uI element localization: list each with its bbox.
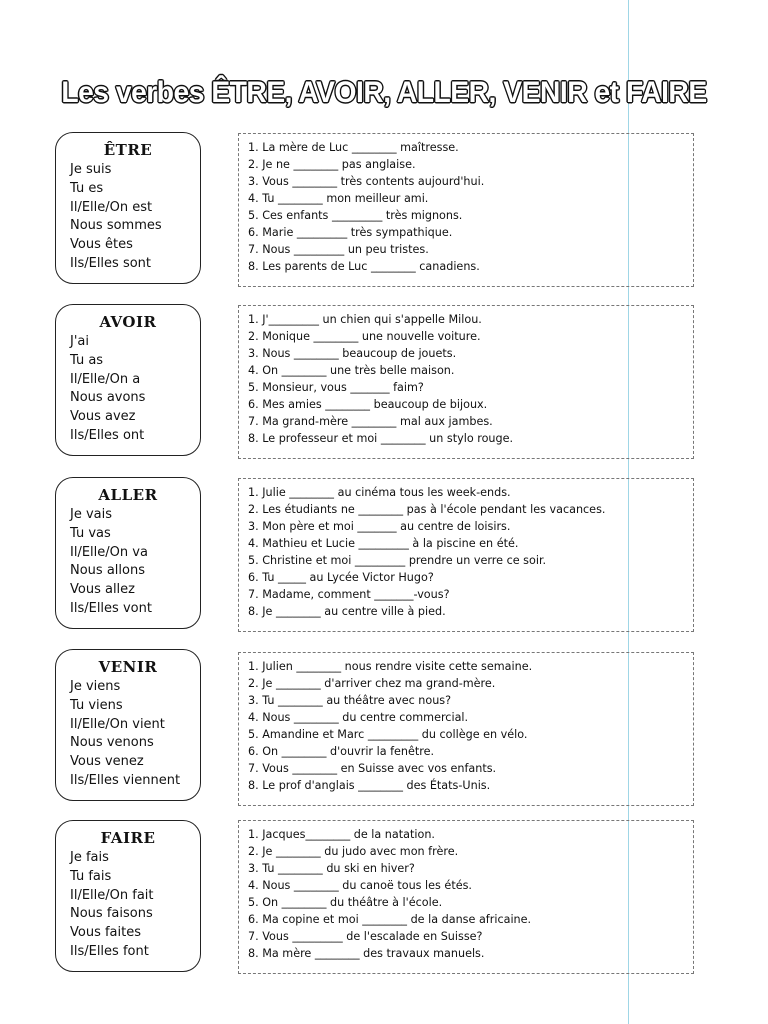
exercise-sentence: 3. Mon père et moi _______ au centre de loisirs.: [248, 520, 511, 533]
exercise-sentence: 1. Jacques________ de la natation.: [248, 828, 435, 841]
exercise-sentence: 1. Julie ________ au cinéma tous les week-ends.: [248, 486, 511, 499]
exercise-sentence: 2. Je ne ________ pas anglaise.: [248, 158, 416, 171]
exercise-sentence: 5. Amandine et Marc _________ du collège en vélo.: [248, 728, 528, 741]
exercise-sentence: 2. Je ________ du judo avec mon frère.: [248, 845, 459, 858]
conjugation-line: Je fais: [70, 850, 109, 865]
exercise-sentence: 7. Madame, comment _______-vous?: [248, 588, 450, 601]
conjugation-line: Vous venez: [70, 754, 144, 770]
conjugation-line: Tu es: [70, 180, 104, 196]
exercise-sentence: 7. Vous ________ en Suisse avec vos enfants.: [248, 762, 497, 775]
exercise-sentence: 6. Mes amies ________ beaucoup de bijoux.: [248, 398, 488, 411]
exercise-sentence: 1. La mère de Luc ________ maîtresse.: [248, 141, 459, 154]
exercise-sentence: 6. Marie _________ très sympathique.: [248, 226, 453, 239]
conjugation-line: Il/Elle/On est: [70, 199, 153, 215]
conjugation-line: Je viens: [70, 679, 121, 694]
exercise-sentence: 3. Tu ________ du ski en hiver?: [248, 862, 415, 875]
conjugation-line: Il/Elle/On va: [70, 544, 148, 560]
exercise-sentence: 4. Mathieu et Lucie _________ à la piscine en été.: [248, 537, 519, 550]
verb-title: AVOIR: [99, 313, 157, 331]
conjugation-line: Ils/Elles sont: [70, 255, 152, 271]
conjugation-box-avoir: [55, 304, 201, 456]
verb-title: VENIR: [98, 658, 158, 676]
exercise-sentence: 7. Vous _________ de l'escalade en Suisse?: [248, 930, 483, 943]
conjugation-line: Vous allez: [70, 582, 135, 598]
exercise-sentence: 6. Ma copine et moi ________ de la danse africaine.: [248, 913, 532, 926]
conjugation-line: Tu viens: [70, 697, 123, 713]
exercise-sentence: 8. Le prof d'anglais ________ des États-Unis.: [248, 779, 491, 792]
conjugation-box-venir: [55, 649, 201, 801]
exercise-sentence: 6. On ________ d'ouvrir la fenêtre.: [248, 745, 435, 758]
exercise-sentence: 7. Ma grand-mère ________ mal aux jambes.: [248, 415, 493, 428]
exercise-sentence: 2. Monique ________ une nouvelle voiture.: [248, 330, 481, 343]
exercise-sentence: 4. On ________ une très belle maison.: [248, 364, 455, 377]
conjugation-line: Tu as: [70, 352, 104, 368]
exercise-sentence: 2. Les étudiants ne ________ pas à l'école pendant les vacances.: [248, 503, 606, 516]
exercise-sentence: 8. Le professeur et moi ________ un stylo rouge.: [248, 432, 514, 445]
exercise-sentence: 6. Tu _____ au Lycée Victor Hugo?: [248, 571, 434, 584]
exercise-sentence: 4. Nous ________ du canoë tous les étés.: [248, 879, 472, 892]
conjugation-line: Je suis: [70, 162, 112, 177]
page-title: Les verbes ÊTRE, AVOIR, ALLER, VENIR et FAIRE: [61, 76, 707, 109]
conjugation-line: Vous faites: [70, 925, 142, 941]
exercise-sentence: 3. Nous ________ beaucoup de jouets.: [248, 347, 457, 360]
verb-title: ÊTRE: [103, 141, 153, 159]
exercise-box-venir: [238, 652, 694, 806]
conjugation-line: Ils/Elles vont: [70, 600, 152, 616]
conjugation-line: Vous êtes: [70, 237, 133, 253]
conjugation-line: Il/Elle/On vient: [70, 716, 165, 732]
conjugation-line: Nous avons: [70, 390, 146, 406]
exercise-sentence: 3. Vous ________ très contents aujourd'hui.: [248, 175, 485, 188]
conjugation-box-etre: [55, 132, 201, 284]
exercise-sentence: 8. Les parents de Luc ________ canadiens.: [248, 260, 480, 273]
conjugation-line: Nous faisons: [70, 906, 153, 922]
conjugation-line: Ils/Elles ont: [70, 427, 145, 443]
conjugation-line: Vous avez: [70, 409, 136, 425]
conjugation-line: Ils/Elles viennent: [70, 772, 181, 788]
exercise-sentence: 4. Nous ________ du centre commercial.: [248, 711, 469, 724]
exercise-sentence: 2. Je ________ d'arriver chez ma grand-mère.: [248, 677, 496, 690]
exercise-sentence: 5. Monsieur, vous _______ faim?: [248, 381, 424, 394]
conjugation-line: Tu vas: [70, 525, 111, 541]
exercise-sentence: 5. Ces enfants _________ très mignons.: [248, 209, 463, 222]
exercise-box-avoir: [238, 305, 694, 459]
exercise-sentence: 8. Ma mère ________ des travaux manuels.: [248, 947, 485, 960]
exercise-sentence: 1. J'_________ un chien qui s'appelle Milou.: [248, 313, 482, 326]
verb-title: ALLER: [98, 486, 158, 504]
conjugation-line: Il/Elle/On fait: [70, 887, 154, 903]
exercise-sentence: 5. Christine et moi _________ prendre un verre ce soir.: [248, 554, 547, 567]
exercise-box-aller: [238, 478, 694, 632]
exercise-sentence: 1. Julien ________ nous rendre visite cette semaine.: [248, 660, 533, 673]
conjugation-line: Je vais: [70, 507, 113, 522]
conjugation-line: Nous venons: [70, 735, 154, 751]
exercise-sentence: 8. Je ________ au centre ville à pied.: [248, 605, 446, 618]
conjugation-line: Nous allons: [70, 563, 145, 579]
exercise-box-etre: [238, 133, 694, 287]
exercise-sentence: 4. Tu ________ mon meilleur ami.: [248, 192, 429, 205]
conjugation-box-aller: [55, 477, 201, 629]
conjugation-line: Nous sommes: [70, 218, 162, 234]
exercise-box-faire: [238, 820, 694, 974]
conjugation-line: Il/Elle/On a: [70, 371, 141, 387]
exercise-sentence: 7. Nous _________ un peu tristes.: [248, 243, 429, 256]
conjugation-line: J'ai: [70, 334, 89, 349]
exercise-sentence: 3. Tu ________ au théâtre avec nous?: [248, 694, 452, 707]
verb-title: FAIRE: [100, 829, 156, 847]
exercise-sentence: 5. On ________ du théâtre à l'école.: [248, 896, 443, 909]
conjugation-line: Ils/Elles font: [70, 943, 149, 959]
conjugation-box-faire: [55, 820, 201, 972]
conjugation-line: Tu fais: [70, 868, 112, 884]
